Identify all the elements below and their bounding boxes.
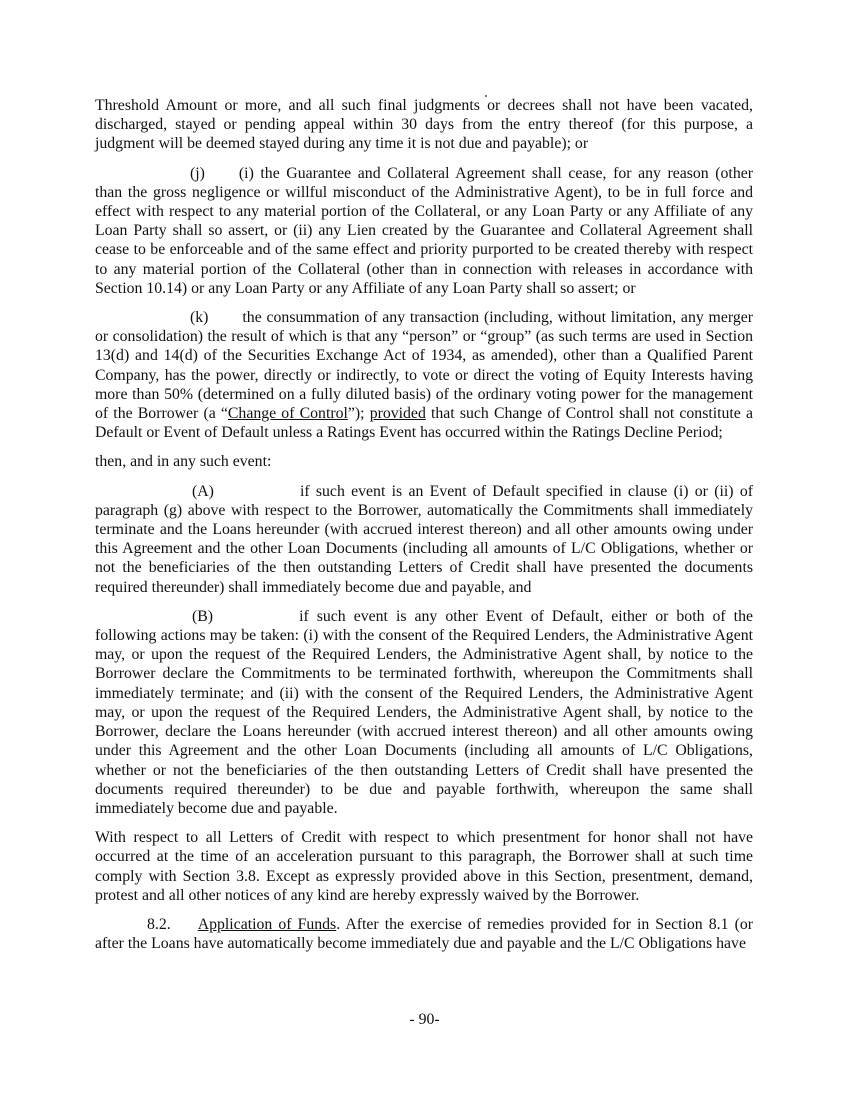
paragraph-clause-j <box>95 164 753 298</box>
section-title-application-of-funds: Application of Funds <box>197 915 337 933</box>
clause-B-label: (B) <box>192 607 214 625</box>
proviso-word: provided <box>369 405 426 423</box>
section-8-2-text: . After the exercise of remedies provided for in Section 8.1 (or after the Loans have automatically become immediately due and payable and the L/C Obligations have <box>95 915 753 953</box>
paragraph-clause-k <box>95 308 753 442</box>
clause-k-text-before: the consummation of any transaction (including, without limitation, any merger or consolidation) the result of which is that any “person” or “group” (as such terms are used in Section 13(d) and 14(d) of the Securities Exchange Act of 1934, as amended), other than a Qualified Parent Company, has the power, directly or indirectly, to vote or direct the voting of Equity Interests having more than 50% (determined on a fully diluted basis) of the ordinary voting power for the management of the Borrower (a “ <box>95 309 753 423</box>
page-number: - 90- <box>409 1011 440 1028</box>
clause-A-text: if such event is an Event of Default specified in clause (i) or (ii) of paragraph (g) above with respect to the Borrower, automatically the Commitments shall immediately terminate and the Loans hereunder (with accrued interest thereon) and all other amounts owing under this Agreement and the other Loan Documents (including all amounts of L/C Obligations, whether or not the beneficiaries of the then outstanding Letters of Credit shall have presented the documents required thereunder) shall immediately become due and payable, and <box>95 482 753 596</box>
document-body <box>95 96 753 963</box>
clause-j-label: (j) <box>190 164 205 182</box>
clause-A-label: (A) <box>192 482 214 500</box>
paragraph-then-event: then, and in any such event: <box>95 453 272 471</box>
clause-k-text-after: that such Change of Control shall not constitute a Default or Event of Default unless a Ratings Event has occurred within the Ratings Decline Period; <box>95 405 753 442</box>
defined-term-change-of-control: Change of Control <box>227 405 348 423</box>
section-number: 8.2. <box>147 915 171 933</box>
paragraph-clause-B <box>95 607 753 818</box>
clause-B-text: if such event is any other Event of Default, either or both of the following actions may be taken: (i) with the consent of the Required Lenders, the Administrative Agent may, or upon the request of the Required Lenders, the Administrative Agent shall, by notice to the Borrower declare the Commitments to be terminated forthwith, whereupon the Commitments shall immediately terminate; and (ii) with the consent of the Required Lenders, the Administrative Agent may, or upon the request of the Required Lenders, the Administrative Agent shall, by notice to the Borrower, declare the Loans hereunder (with accrued interest thereon) and all other amounts owing under this Agreement and the other Loan Documents (including all amounts of L/C Obligations, whether or not the beneficiaries of the then outstanding Letters of Credit shall have presented the documents required thereunder) to be due and payable forthwith, whereupon the same shall immediately become due and payable. <box>95 607 753 817</box>
clause-j-text: (i) the Guarantee and Collateral Agreement shall cease, for any reason (other than the gross negligence or willful misconduct of the Administrative Agent), to be in full force and effect with respect to any material portion of the Collateral, or any Loan Party or any Affiliate of any Loan Party shall so assert, or (ii) any Lien created by the Guarantee and Collateral Agreement shall cease to be enforceable and of the same effect and priority purported to be created thereby with respect to any material portion of the Collateral (other than in connection with releases in accordance with Section 10.14) or any Loan Party or any Affiliate of any Loan Party shall so assert; or <box>95 164 753 297</box>
paragraph-clause-A <box>95 482 753 597</box>
paragraph-section-8-2 <box>95 915 753 953</box>
paragraph-threshold: Threshold Amount or more, and all such final judgments or decrees shall not have been vacated, discharged, stayed or pending appeal within 30 days from the entry thereof (for this purpose, a judgment will be deemed stayed during any time it is not due and payable); or <box>95 97 753 153</box>
clause-k-label: (k) <box>190 309 209 327</box>
paragraph-letters-of-credit: With respect to all Letters of Credit with respect to which presentment for honor shall not have occurred at the time of an acceleration pursuant to this paragraph, the Borrower shall at such time comply with Section 3.8. Except as expressly provided above in this Section, presentment, demand, protest and all other notices of any kind are hereby expressly waived by the Borrower. <box>95 829 753 904</box>
clause-k-text-between: ”); <box>347 405 370 423</box>
